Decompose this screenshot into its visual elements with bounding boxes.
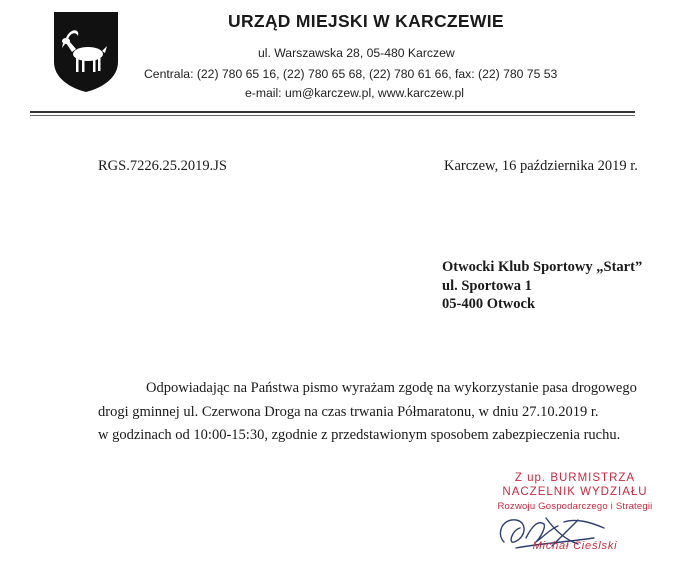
header-rule-thick xyxy=(30,111,635,113)
letterhead xyxy=(0,0,700,112)
office-name: URZĄD MIEJSKI W KARCZEWIE xyxy=(228,11,504,31)
stamp-line-head: NACZELNIK WYDZIAŁU xyxy=(502,486,648,498)
stamp-line-mayor: Z up. BURMISTRZA xyxy=(514,472,636,484)
stamp-signatory-name: Michał Cieślski xyxy=(532,540,618,552)
recipient-street: ul. Sportowa 1 xyxy=(442,277,532,294)
body-line: Odpowiadając na Państwa pismo wyrażam zgodę na wykorzystanie pasa drogowego xyxy=(146,380,637,396)
body-line: drogi gminnej ul. Czerwona Droga na czas trwania Półmaratonu, w dniu 27.10.2019 r. xyxy=(98,403,599,420)
header-rule-thin xyxy=(30,115,635,116)
official-stamp xyxy=(470,468,680,564)
body-line: w godzinach od 10:00-15:30, zgodnie z przedstawionym sposobem zabezpieczenia ruchu. xyxy=(98,427,621,443)
letter-body xyxy=(98,377,643,448)
goat-coat-of-arms-icon xyxy=(52,10,120,94)
reference-number: RGS.7226.25.2019.JS xyxy=(98,158,227,174)
recipient-city: 05-400 Otwock xyxy=(442,296,536,312)
recipient-block xyxy=(442,258,642,314)
office-contact: e-mail: um@karczew.pl, www.karczew.pl xyxy=(245,86,464,100)
stamp-line-department: Rozwoju Gospodarczego i Strategii xyxy=(497,501,653,512)
place-and-date: Karczew, 16 października 2019 r. xyxy=(444,158,638,174)
recipient-name: Otwocki Klub Sportowy „Start” xyxy=(442,259,643,275)
office-phones: Centrala: (22) 780 65 16, (22) 780 65 68, (22) 780 61 66, fax: (22) 780 75 53 xyxy=(144,67,558,81)
office-address: ul. Warszawska 28, 05-480 Karczew xyxy=(258,46,455,60)
